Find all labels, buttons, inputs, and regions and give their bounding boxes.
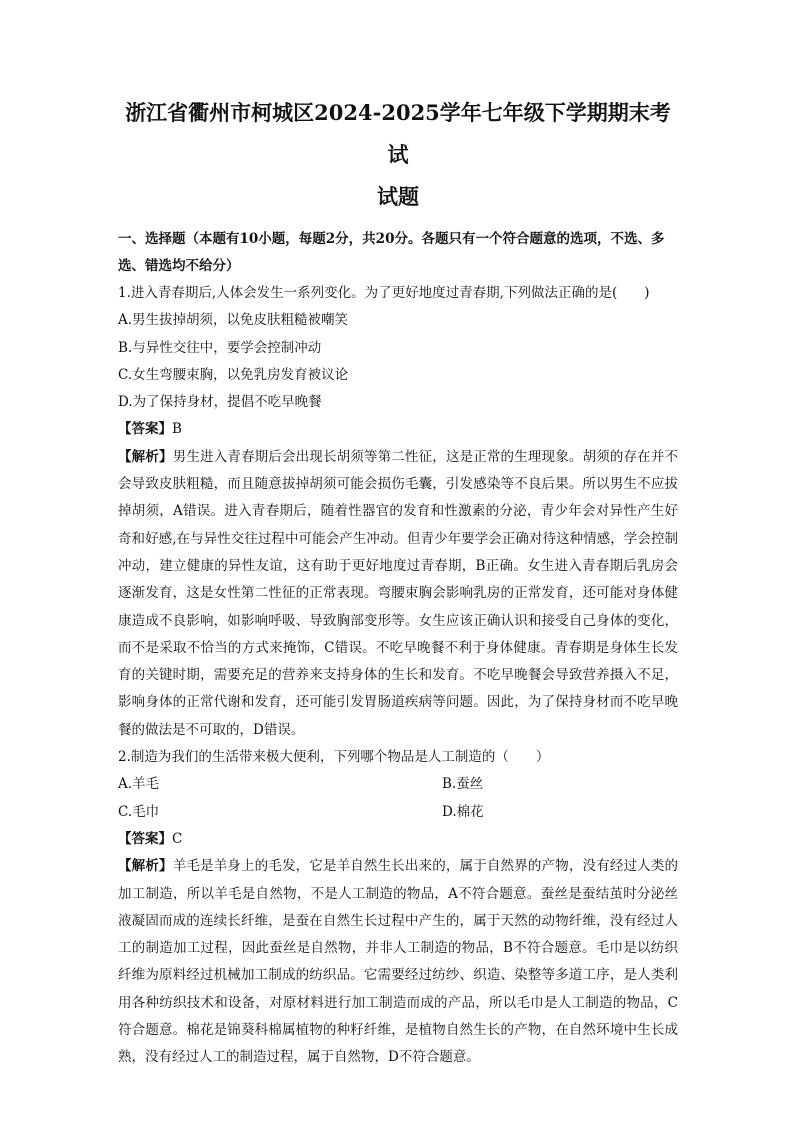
answer-value: C <box>172 830 183 847</box>
question-1-stem: 1.进入青春期后,人体会发生一系列变化。为了更好地度过青春期,下列做法正确的是( ) <box>118 285 650 301</box>
answer-label: 【答案】 <box>118 421 172 438</box>
analysis-text: 男生进入青春期后会出现长胡须等第二性征，这是正常的生理现象。胡须的存在并不会导致皮肤粗糙，而且随意拔掉胡须可能会损伤毛囊，引发感染等不良后果。所以男生不应拔掉胡须，A错误。进入青春期后，随着性器官的发育和性激素的分泌，青少年会对异性产生好奇和好感,在与异性交往过程中可能会产生冲动。但青少年要学会正确对待这种情感，学会控制冲动，建立健康的异性友谊，这有助于更好地度过青春期，B正确。女生进入青春期后乳房会逐渐发育，这是女性第二性征的正常表现。弯腰束胸会影响乳房的正常发育，还可能对身体健康造成不良影响，如影响呼吸、导致胸部变形等。女生应该正确认识和接受自己身体的变化，而不是采取不恰当的方式来掩饰，C错误。不吃早晚餐不利于身体健康。青春期是身体生长发育的关键时期，需要充足的营养来支持身体的生长和发育。不吃早晚餐会导致营养摄入不足，影响身体的正常代谢和发育，还可能引发胃肠道疾病等问题。因此，为了保持身材而不吃早晚餐的做法是不可取的，D错误。 <box>118 448 679 738</box>
question-2-option-b: B.蚕丝 <box>442 776 484 793</box>
question-1-option-d: D.为了保持身材，提倡不吃早晚餐 <box>118 394 322 411</box>
question-1-analysis <box>118 444 678 744</box>
question-1-answer <box>118 416 678 443</box>
question-2-options-row-2 <box>118 799 678 826</box>
analysis-label: 【解析】 <box>118 858 173 875</box>
question-2-options-row-1 <box>118 771 678 798</box>
analysis-text: 羊毛是羊身上的毛发，它是羊自然生长出来的，属于自然界的产物，没有经过人类的加工制造，所以羊毛是自然物，不是人工制造的物品，A不符合题意。蚕丝是蚕结茧时分泌丝液凝固而成的连续长纤维，是蚕在自然生长过程中产生的，属于天然的动物纤维，没有经过人工的制造加工过程，因此蚕丝是自然物，并非人工制造的物品，B不符合题意。毛巾是以纺织纤维为原料经过机械加工制成的纺织品。它需要经过纺纱、织造、染整等多道工序，是人类利用各种纺织技术和设备，对原材料进行加工制造而成的产品，所以毛巾是人工制造的物品，C符合题意。棉花是锦葵科棉属植物的种籽纤维，是植物自然生长的产物，在自然环境中生长成熟，没有经过人工的制造过程，属于自然物，D不符合题意。 <box>118 858 679 1066</box>
question-2-stem: 2.制造为我们的生活带来极大便利，下列哪个物品是人工制造的（ ） <box>118 749 550 766</box>
question-1-option-c: C.女生弯腰束胸，以免乳房发育被议论 <box>118 366 349 383</box>
question-2-option-a: A.羊毛 <box>118 776 160 793</box>
question-2-option-c: C.毛巾 <box>118 803 160 820</box>
question-1-option-b: B.与异性交往中，要学会控制冲动 <box>118 339 322 356</box>
document-page <box>118 92 678 1072</box>
analysis-label: 【解析】 <box>118 448 173 465</box>
question-2-analysis <box>118 853 678 1071</box>
title-line-2: 试题 <box>377 184 419 209</box>
question-2-answer <box>118 826 678 853</box>
question-1-option-a: A.男生拔掉胡须，以免皮肤粗糙被嘲笑 <box>118 312 349 329</box>
section-heading: 一、选择题（本题有10小题，每题2分，共20分。各题只有一个符合题意的选项，不选、多选、错选均不给分） <box>118 231 665 274</box>
document-title <box>118 92 678 218</box>
question-2 <box>118 744 678 1072</box>
question-2-option-d: D.棉花 <box>442 803 484 820</box>
title-line-1: 浙江省衢州市柯城区2024-2025学年七年级下学期期末考试 <box>125 100 671 167</box>
answer-label: 【答案】 <box>118 830 172 847</box>
answer-value: B <box>172 421 182 438</box>
question-1 <box>118 280 678 744</box>
